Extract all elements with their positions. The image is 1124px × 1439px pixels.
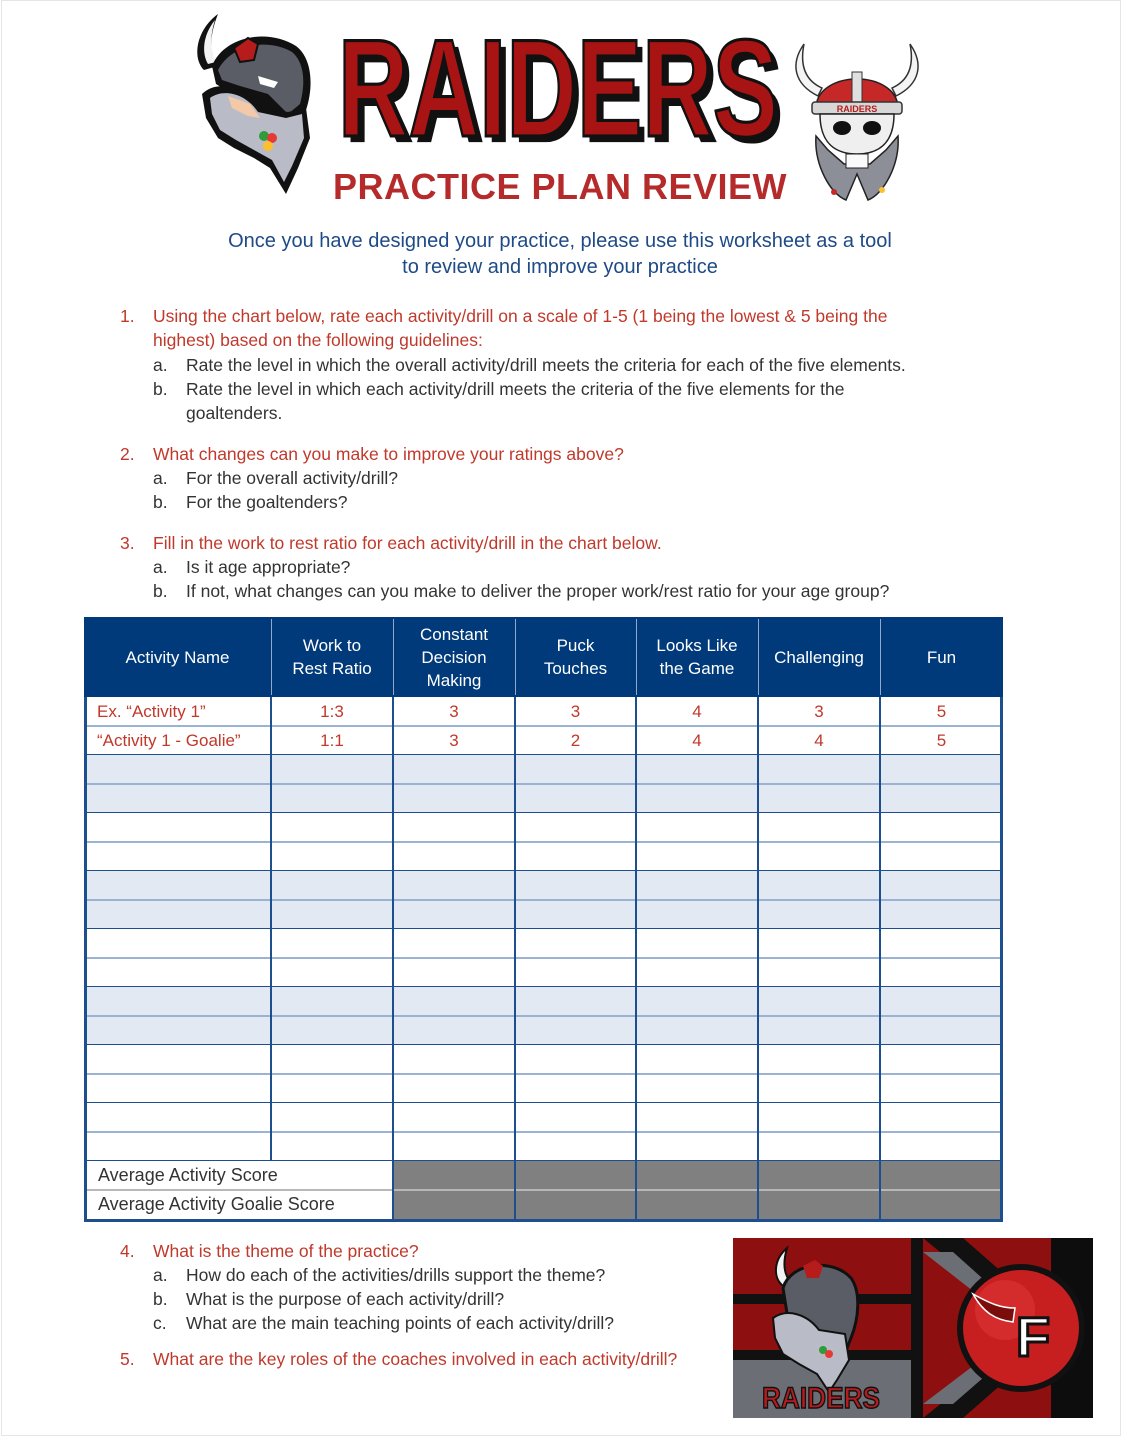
rating-cell[interactable]: 4 [692, 730, 702, 750]
rating-cell[interactable] [515, 987, 636, 1016]
sub-text: Rate the level in which the overall activity/drill meets the criteria for each of the five elements. [186, 355, 906, 375]
sub-text: Rate the level in which each activity/drill meets the criteria of the five elements for the [186, 379, 845, 399]
rating-cell[interactable]: 2 [570, 730, 581, 750]
intro-text [150, 228, 970, 280]
intro-line-1: Once you have designed your practice, please use this worksheet as a tool [228, 230, 892, 252]
rating-cell[interactable] [515, 929, 636, 958]
rating-cell[interactable]: 3 [449, 701, 459, 721]
viking-skull-logo-right [790, 14, 924, 214]
sub-text: If not, what changes can you make to deliver the proper work/rest ratio for your age group? [186, 581, 890, 601]
sub-letter: b. [153, 492, 168, 512]
question-text: What are the key roles of the coaches involved in each activity/drill? [153, 1349, 678, 1369]
question-text: What is the theme of the practice? [153, 1241, 419, 1261]
rating-cell[interactable] [515, 1103, 636, 1132]
rating-cell[interactable] [515, 784, 636, 813]
question-text: Fill in the work to rest ratio for each activity/drill in the chart below. [153, 533, 662, 553]
activity-name-cell[interactable] [84, 1103, 271, 1132]
badge-letter: F [1015, 1305, 1051, 1368]
rating-cell[interactable]: 4 [692, 701, 702, 721]
table-row [84, 958, 1003, 987]
helmet-band-text: RAIDERS [836, 104, 878, 114]
activity-name-cell[interactable] [84, 958, 271, 987]
rating-cell[interactable] [880, 1045, 1003, 1074]
rating-cell[interactable] [515, 1132, 636, 1161]
rating-cell[interactable] [393, 958, 515, 987]
average-score-cell[interactable] [880, 1190, 1003, 1219]
table-left-border [84, 697, 87, 1222]
header-line: Making [426, 670, 482, 690]
activity-name-cell[interactable] [84, 755, 271, 784]
column-header-work-rest-ratio [271, 617, 393, 697]
rating-cell[interactable] [880, 1074, 1003, 1103]
rating-cell[interactable] [636, 871, 758, 900]
question-2-sub-b [153, 490, 348, 515]
question-number: 3. [120, 533, 135, 553]
rating-cell[interactable] [880, 755, 1003, 784]
header-line: Challenging [774, 647, 864, 667]
column-divider [392, 697, 394, 1222]
rating-cell[interactable] [271, 871, 393, 900]
rating-cell[interactable] [515, 813, 636, 842]
table-row [84, 1132, 1003, 1161]
rating-cell[interactable] [758, 813, 880, 842]
rating-cell[interactable] [636, 958, 758, 987]
sub-text: Is it age appropriate? [186, 557, 351, 577]
rating-cell[interactable] [758, 900, 880, 929]
rating-cell[interactable] [515, 842, 636, 871]
table-right-border [1000, 697, 1003, 1222]
rating-cell[interactable] [393, 813, 515, 842]
sub-text: For the goaltenders? [186, 492, 348, 512]
question-1 [120, 304, 887, 329]
rating-cell[interactable]: 3 [449, 730, 459, 750]
table-row [84, 842, 1003, 871]
column-header-challenging [758, 617, 880, 697]
average-score-cell[interactable] [393, 1161, 515, 1190]
rating-cell[interactable] [880, 813, 1003, 842]
rating-cell[interactable] [271, 1045, 393, 1074]
question-number: 2. [120, 444, 135, 464]
sub-letter: a. [153, 557, 168, 577]
average-activity-score-label: Average Activity Score [98, 1165, 278, 1185]
rating-cell[interactable] [271, 929, 393, 958]
table-row [84, 929, 1003, 958]
rating-cell[interactable] [758, 958, 880, 987]
rating-cell[interactable]: 1:1 [320, 730, 344, 750]
rating-cell[interactable] [636, 1074, 758, 1103]
table-row [84, 755, 1003, 784]
average-score-cell[interactable] [515, 1190, 636, 1219]
activity-name-cell[interactable] [84, 813, 271, 842]
column-header-looks-like-the-game [636, 617, 758, 697]
rating-cell[interactable] [393, 987, 515, 1016]
activity-name-cell[interactable] [84, 1016, 271, 1045]
table-row [84, 1045, 1003, 1074]
rating-cell[interactable] [636, 842, 758, 871]
rating-cell[interactable] [636, 900, 758, 929]
rating-cell[interactable] [880, 1016, 1003, 1045]
row-divider [86, 899, 1001, 901]
row-divider [86, 783, 1001, 785]
activity-name-cell[interactable] [84, 871, 271, 900]
rating-cell[interactable] [515, 1016, 636, 1045]
example-row [84, 726, 1003, 755]
rating-cell[interactable] [880, 958, 1003, 987]
rating-cell[interactable] [758, 1103, 880, 1132]
rating-cell[interactable] [880, 1103, 1003, 1132]
question-1-sub-b [153, 377, 845, 402]
question-text: What changes can you make to improve your ratings above? [153, 444, 624, 464]
rating-cell[interactable] [515, 1045, 636, 1074]
rating-cell[interactable] [271, 987, 393, 1016]
sub-letter: a. [153, 468, 168, 488]
average-row [84, 1190, 1003, 1219]
table-row [84, 900, 1003, 929]
header-line: Puck [556, 636, 595, 655]
rating-cell[interactable] [880, 784, 1003, 813]
activity-name-cell[interactable] [84, 987, 271, 1016]
table-bottom-border [84, 1219, 1003, 1222]
rating-cell[interactable] [515, 900, 636, 929]
table-row [84, 813, 1003, 842]
question-4 [120, 1239, 419, 1264]
viking-mascot-logo-left [188, 8, 320, 198]
row-divider [86, 1015, 1001, 1017]
rating-cell[interactable] [271, 784, 393, 813]
rating-cell[interactable] [515, 958, 636, 987]
row-divider [86, 841, 1001, 843]
activity-name-cell[interactable] [84, 842, 271, 871]
column-divider [879, 697, 881, 1222]
rating-cell[interactable] [758, 1074, 880, 1103]
question-3-sub-b [153, 579, 889, 604]
column-divider [514, 697, 516, 1222]
rating-cell[interactable] [636, 1132, 758, 1161]
header-line: the Game [659, 659, 735, 678]
sub-letter: b. [153, 581, 168, 601]
activity-name-cell[interactable]: “Activity 1 - Goalie” [97, 730, 241, 750]
row-divider [86, 1073, 1001, 1075]
raiders-banner-logo [733, 1238, 1093, 1418]
rating-cell[interactable] [758, 1132, 880, 1161]
rating-cell[interactable] [880, 871, 1003, 900]
average-row [84, 1161, 1003, 1190]
question-number: 5. [120, 1349, 135, 1369]
question-1-continuation: highest) based on the following guidelines: [153, 330, 483, 350]
rating-cell[interactable] [636, 929, 758, 958]
activity-name-cell[interactable] [84, 1045, 271, 1074]
question-5 [120, 1347, 677, 1372]
rating-cell[interactable] [393, 929, 515, 958]
rating-cell[interactable] [515, 755, 636, 784]
rating-cell[interactable] [271, 755, 393, 784]
rating-cell[interactable] [393, 1045, 515, 1074]
wordmark-shadow: RAIDERS [344, 16, 784, 162]
rating-cell[interactable]: 4 [814, 730, 824, 750]
sub-text: What are the main teaching points of each activity/drill? [186, 1313, 614, 1333]
rating-cell[interactable] [880, 987, 1003, 1016]
rating-cell[interactable] [271, 958, 393, 987]
average-score-cell[interactable] [515, 1161, 636, 1190]
question-4-sub-b [153, 1287, 504, 1312]
rating-cell[interactable] [393, 871, 515, 900]
header-line: Touches [543, 659, 608, 678]
example-row [84, 697, 1003, 726]
rating-cell[interactable]: 3 [814, 701, 824, 721]
sub-text: How do each of the activities/drills support the theme? [186, 1265, 606, 1285]
question-1-sub-a [153, 353, 906, 378]
activity-name-cell[interactable] [84, 1132, 271, 1161]
rating-cell[interactable] [636, 784, 758, 813]
activity-name-cell[interactable] [84, 1074, 271, 1103]
rating-cell[interactable] [271, 1074, 393, 1103]
activity-name-cell[interactable] [84, 929, 271, 958]
rating-cell[interactable] [271, 900, 393, 929]
rating-cell[interactable]: 1:3 [320, 701, 344, 721]
row-divider [86, 1189, 1001, 1191]
average-score-cell[interactable] [636, 1190, 758, 1219]
average-score-cell[interactable] [393, 1190, 515, 1219]
table-row [84, 871, 1003, 900]
rating-cell[interactable] [758, 929, 880, 958]
sub-letter: b. [153, 379, 168, 399]
average-score-cell[interactable] [758, 1161, 880, 1190]
rating-cell[interactable] [880, 929, 1003, 958]
question-2-sub-a [153, 466, 398, 491]
rating-cell[interactable] [636, 1045, 758, 1074]
rating-cell[interactable] [880, 1132, 1003, 1161]
rating-cell[interactable] [393, 755, 515, 784]
sub-letter: b. [153, 1289, 168, 1309]
column-header-puck-touches [515, 617, 636, 697]
table-row [84, 784, 1003, 813]
column-header-activity-name [84, 617, 271, 697]
rating-cell[interactable] [271, 842, 393, 871]
rating-cell[interactable] [636, 813, 758, 842]
rating-cell[interactable] [758, 871, 880, 900]
question-number: 1. [120, 306, 135, 326]
sub-letter: c. [153, 1313, 167, 1333]
sub-text: For the overall activity/drill? [186, 468, 399, 488]
rating-cell[interactable] [393, 1103, 515, 1132]
average-goalie-score-label: Average Activity Goalie Score [98, 1194, 335, 1214]
row-divider [86, 1131, 1001, 1133]
question-4-sub-c [153, 1311, 614, 1336]
rating-cell[interactable] [393, 842, 515, 871]
sub-letter: a. [153, 1265, 168, 1285]
rating-cell[interactable] [880, 842, 1003, 871]
activity-name-cell[interactable]: Ex. “Activity 1” [97, 701, 206, 721]
column-divider [635, 697, 637, 1222]
rating-cell[interactable]: 5 [936, 701, 947, 721]
activity-name-cell[interactable] [84, 784, 271, 813]
row-divider [86, 957, 1001, 959]
question-number: 4. [120, 1241, 135, 1261]
rating-cell[interactable] [758, 1016, 880, 1045]
rating-cell[interactable] [636, 1016, 758, 1045]
sub-letter: a. [153, 355, 168, 375]
header-line: Looks Like [656, 636, 738, 655]
rating-cell[interactable] [393, 900, 515, 929]
rating-cell[interactable] [636, 755, 758, 784]
header-line: Rest Ratio [292, 659, 372, 678]
intro-line-2: to review and improve your practice [402, 256, 718, 278]
rating-table [84, 617, 1003, 1221]
rating-cell[interactable] [393, 1074, 515, 1103]
table-header [84, 617, 1003, 697]
rating-cell[interactable] [271, 1016, 393, 1045]
rating-cell[interactable] [758, 784, 880, 813]
table-row [84, 1103, 1003, 1132]
question-3-sub-a [153, 555, 350, 580]
rating-cell[interactable] [271, 1132, 393, 1161]
rating-cell[interactable] [515, 1074, 636, 1103]
table-row [84, 1074, 1003, 1103]
column-header-fun [880, 617, 1003, 697]
average-score-cell[interactable] [880, 1161, 1003, 1190]
rating-cell[interactable] [758, 1045, 880, 1074]
table-row [84, 987, 1003, 1016]
rating-cell[interactable]: 5 [936, 730, 947, 750]
rating-cell[interactable] [636, 1103, 758, 1132]
header-line: Work to [302, 636, 362, 655]
question-3 [120, 531, 662, 556]
header-line: Decision [421, 647, 487, 667]
column-divider [757, 697, 759, 1222]
rating-cell[interactable] [271, 813, 393, 842]
column-divider [270, 697, 272, 1161]
rating-cell[interactable]: 3 [570, 701, 581, 721]
row-divider [86, 725, 1001, 727]
average-score-cell[interactable] [758, 1190, 880, 1219]
rating-cell[interactable] [393, 1016, 515, 1045]
rating-cell[interactable] [758, 842, 880, 871]
wordmark-text: RAIDERS [338, 12, 778, 162]
rating-cell[interactable] [758, 987, 880, 1016]
header-line: Activity Name [125, 647, 230, 667]
rating-cell[interactable] [636, 987, 758, 1016]
rating-cell[interactable] [271, 1103, 393, 1132]
average-score-cell[interactable] [636, 1161, 758, 1190]
rating-cell[interactable] [515, 871, 636, 900]
question-1-sub-b-continuation: goaltenders. [186, 403, 283, 423]
page-title: PRACTICE PLAN REVIEW [332, 166, 788, 207]
rating-cell[interactable] [758, 755, 880, 784]
question-2 [120, 442, 624, 467]
header-line: Fun [926, 647, 957, 667]
column-header-constant-decision-making [393, 617, 515, 697]
header-line: Constant [419, 624, 489, 644]
question-4-sub-a [153, 1263, 605, 1288]
sub-text: What is the purpose of each activity/drill? [186, 1289, 505, 1309]
banner-text: RAIDERS [762, 1382, 880, 1415]
question-text: Using the chart below, rate each activity/drill on a scale of 1-5 (1 being the lowest & 5 being the [153, 306, 888, 326]
rating-cell[interactable] [393, 784, 515, 813]
activity-name-cell[interactable] [84, 900, 271, 929]
table-row [84, 1016, 1003, 1045]
raiders-wordmark [330, 12, 790, 162]
rating-cell[interactable] [393, 1132, 515, 1161]
rating-cell[interactable] [880, 900, 1003, 929]
